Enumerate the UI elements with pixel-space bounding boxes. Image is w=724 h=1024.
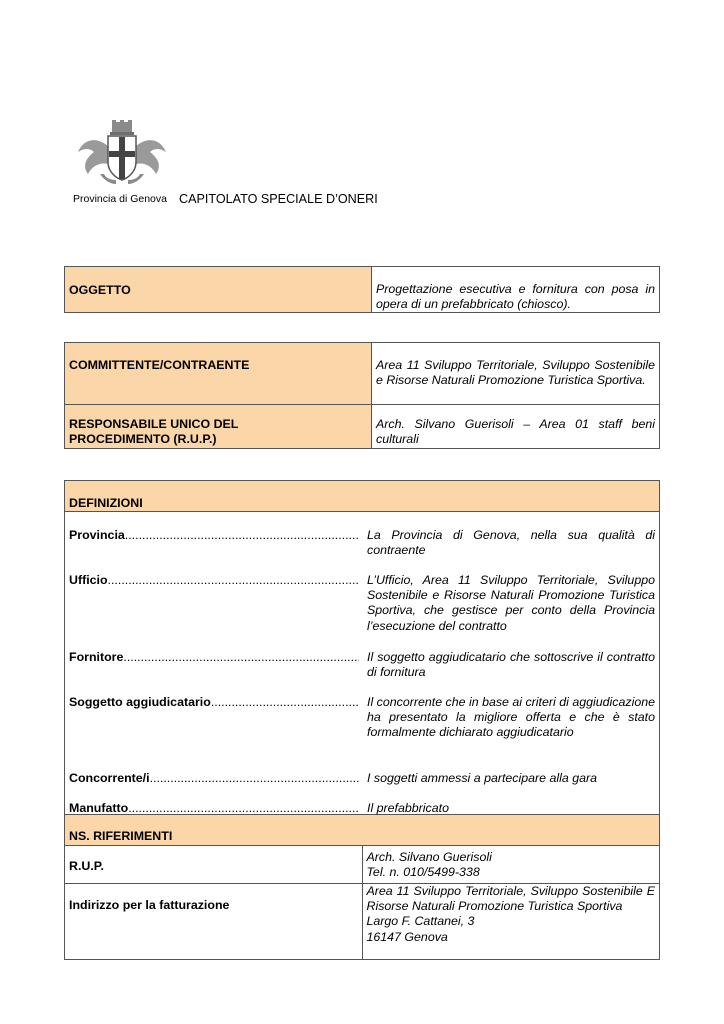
def-value-fornitore: Il soggetto aggiudicatario che sottoscrive il contratto di fornitura	[367, 650, 655, 680]
provincia-logo	[68, 118, 176, 208]
def-value-soggetto: Il concorrente che in base ai criteri di aggiudicazione ha presentato la migliore offerta e che è stato formalmente dichiarato aggiudicatario	[367, 695, 655, 740]
coat-of-arms-icon	[70, 118, 174, 190]
definizioni-table	[64, 480, 660, 960]
definizioni-list	[65, 512, 660, 815]
def-term-fornitore: Fornitore .....	[69, 650, 359, 664]
def-term-manufatto: Manufatto .....	[69, 801, 359, 815]
oggetto-value: Progettazione esecutiva e fornitura con posa in opera di un prefabbricato (chiosco).	[372, 267, 660, 313]
def-value-provincia: La Provincia di Genova, nella sua qualità di contraente	[367, 528, 655, 558]
def-value-ufficio: L’Ufficio, Area 11 Sviluppo Territoriale, Sviluppo Sostenibile e Risorse Naturali Promozione Turistica Sportiva, che gestisce per conto della Provincia l’esecuzione del contratto	[367, 573, 655, 633]
def-value-manufatto: Il prefabbricato	[367, 801, 449, 815]
oggetto-label: OGGETTO	[65, 267, 372, 313]
logo-caption: Provincia di Genova	[73, 193, 167, 205]
rup-value: Arch. Silvano Guerisoli – Area 01 staff beni culturali	[372, 405, 660, 449]
document-title: CAPITOLATO SPECIALE D’ONERI	[179, 192, 378, 206]
def-term-concorrente: Concorrente/i .....	[69, 771, 359, 785]
committente-value: Area 11 Sviluppo Territoriale, Sviluppo Sostenibile e Risorse Naturali Promozione Turistica Sportiva.	[372, 343, 660, 405]
rif-rup-label: R.U.P.	[65, 846, 363, 884]
committente-label: COMMITTENTE/CONTRAENTE	[65, 343, 372, 405]
rif-fatturazione-label: Indirizzo per la fatturazione	[65, 884, 363, 960]
riferimenti-heading: NS. RIFERIMENTI	[65, 815, 660, 846]
rup-label: RESPONSABILE UNICO DEL PROCEDIMENTO (R.U.P.)	[65, 405, 372, 449]
def-value-concorrente: I soggetti ammessi a partecipare alla gara	[367, 771, 598, 785]
rif-rup-value: Arch. Silvano Guerisoli Tel. n. 010/5499-338	[362, 846, 660, 884]
definizioni-heading: DEFINIZIONI	[65, 481, 660, 512]
committente-table	[64, 342, 660, 449]
oggetto-table	[64, 266, 660, 313]
def-term-soggetto: Soggetto aggiudicatario .....	[69, 695, 359, 709]
def-term-provincia: Provincia .....	[69, 528, 359, 542]
rif-fatturazione-value: Area 11 Sviluppo Territoriale, Sviluppo Sostenibile E Risorse Naturali Promozione Turistica Sportiva Largo F. Cattanei, 3 16147 Genova	[362, 884, 660, 960]
def-term-ufficio: Ufficio .....	[69, 573, 359, 587]
